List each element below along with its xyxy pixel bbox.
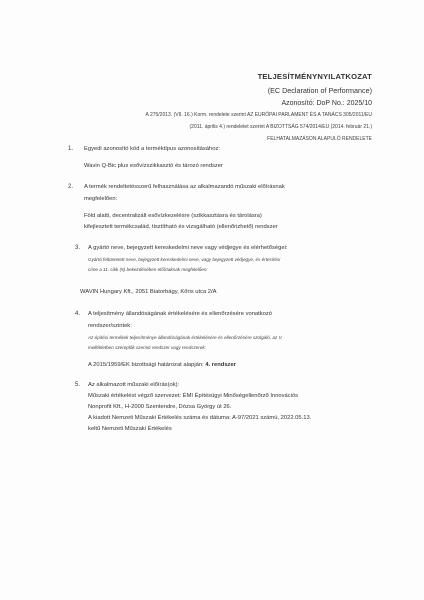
section-5-number: 5. bbox=[75, 382, 81, 388]
legal-reference-line-3: FELHATALMAZÁSON ALAPULÓ RENDELETE bbox=[267, 136, 372, 142]
section-4-heading-line-2: rendszer/szintek: bbox=[88, 323, 132, 329]
section-2-value-line-1: Föld alatti, decentralizált esővízkezelésre (szikkasztásra és tárolásra) bbox=[84, 213, 262, 219]
section-4-number: 4. bbox=[75, 311, 81, 317]
section-4-note-line-1: Az építési termékek teljesítménye állandóságának értékelésére és ellenőrzésére szolgáló, az V. bbox=[88, 335, 283, 340]
legal-reference-line-2: (2011. április 4.) rendeletet szerint A BIZOTTSÁG 574/2014/EU (2014. február 21.) bbox=[189, 124, 372, 130]
document-title: TELJESÍTMÉNYNYILATKOZAT bbox=[257, 72, 372, 81]
section-1-heading: Egyedi azonosító kód a terméktípus azonosításához: bbox=[84, 146, 220, 152]
section-5-heading: Az alkalmazott műszaki előírás(ok): bbox=[88, 382, 180, 388]
section-3-value: WAVIN Hungary Kft., 2051 Biatorbágy, Kőris utca 2/A bbox=[80, 289, 217, 295]
section-5-line-2: Nonprofit Kft., H-2000 Szentendre, Dózsa György út 26. bbox=[88, 404, 232, 410]
section-4-note-line-2: mellékletben szereplők szerinti rendszer vagy rendszerek: bbox=[88, 345, 206, 350]
section-3-note-line-2: címe a 11. cikk (5) bekezdésében előírtaknak megfelelően: bbox=[88, 267, 208, 272]
section-3-note-line-1: Gyártó feltüntetett neve, bejegyzett kereskedelmi neve, vagy bejegyzett védjegye, és értesítési bbox=[88, 257, 281, 262]
section-4-value-prefix: A 2015/1959/EK bizottsági határozat alapján: bbox=[88, 362, 204, 368]
legal-reference-line-1: A 275/2013. (VII. 16.) Korm. rendelete szerint AZ EURÓPAI PARLAMENT ÉS A TANÁCS 305/2011/EU bbox=[145, 112, 372, 118]
section-4-value-system: 4. rendszer bbox=[205, 362, 236, 368]
section-3-heading: A gyártó neve, bejegyzett kereskedelmi neve vagy védjegye és elérhetőségei: bbox=[88, 245, 288, 251]
section-2-value-line-2: kifejlesztett termékcsalád, tisztítható és vizsgálható (ellenőrizhető) rendszer bbox=[84, 224, 278, 230]
document-id: Azonosító: DoP No.: 2025/10 bbox=[281, 100, 372, 107]
section-5-line-3: A kiadott Nemzeti Műszaki Értékelés száma és dátuma: A-97/2021 számú, 2022.05.13. bbox=[88, 415, 312, 421]
section-1-value: Wavin Q-Bic plus esővízszikkasztó és tározó rendszer bbox=[84, 163, 223, 169]
section-2-heading-line-2: megfelelően: bbox=[84, 196, 118, 202]
section-1-number: 1. bbox=[68, 146, 74, 152]
document-subtitle: (EC Declaration of Performance) bbox=[267, 86, 372, 95]
section-4-value bbox=[88, 362, 236, 368]
section-4-heading-line-1: A teljesítmény állandóságának értékelésére és ellenőrzésére vonatkozó bbox=[88, 311, 273, 317]
section-5-line-4: keltű Nemzeti Műszaki Értékelés bbox=[88, 426, 172, 432]
section-2-heading-line-1: A termék rendeltetésszerű felhasználása az alkalmazandó műszaki előírásnak bbox=[84, 184, 285, 190]
section-5-line-1: Műszaki értékelést végző szervezet: ÉMI Építésügyi Minőségellenőrző Innovációs bbox=[88, 393, 299, 399]
section-3-number: 3. bbox=[75, 245, 81, 251]
section-2-number: 2. bbox=[68, 184, 74, 190]
